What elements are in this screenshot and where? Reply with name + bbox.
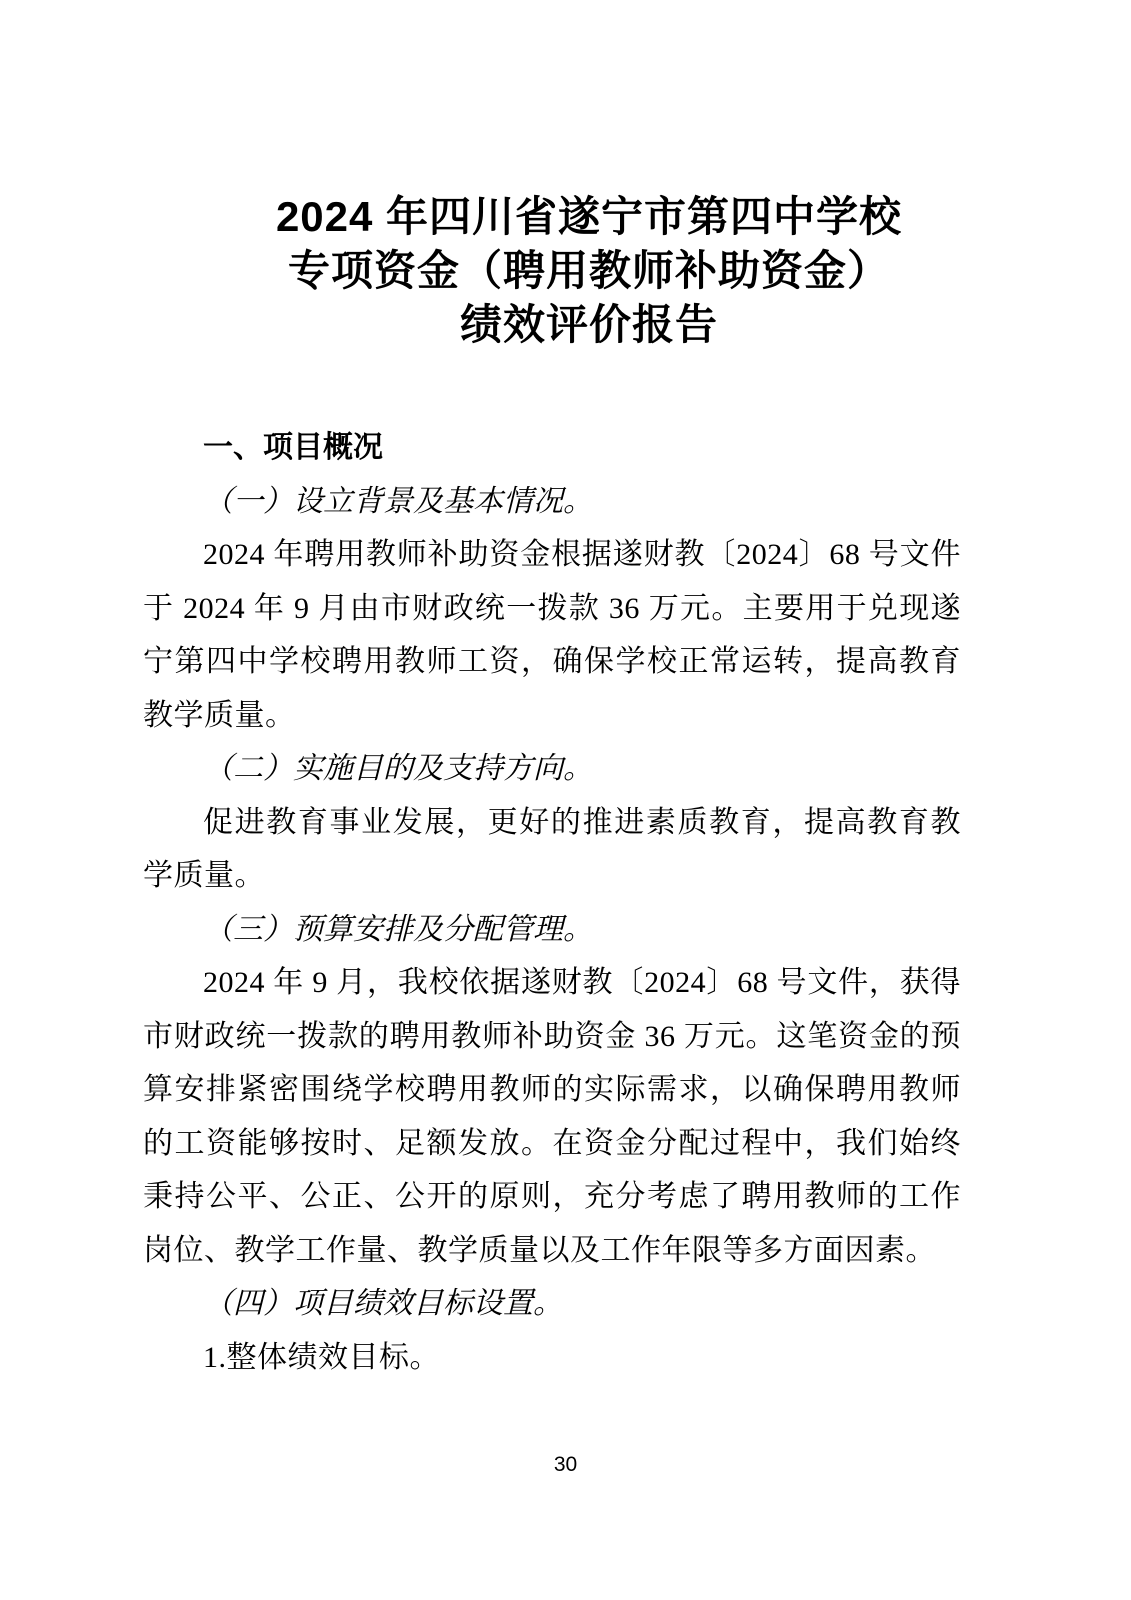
title-line-3: 绩效评价报告 — [459, 301, 718, 348]
paragraph-budget: 2024 年 9 月，我校依据遂财教〔2024〕68 号文件，获得市财政统一拨款的聘用教师补助资金 36 万元。这笔资金的预算安排紧密围绕学校聘用教师的实际需求，以确保聘用教师的工资能够按时、足额发放。在资金分配过程中，我们始终秉持公平、公正、公开的原则，充分考虑了聘用教师的工作岗位、教学工作量、教学质量以及工作年限等多方面因素。 — [143, 966, 961, 1267]
section-heading-project-overview: 一、项目概况 — [203, 431, 383, 464]
subsection-heading-4: （四）项目绩效目标设置。 — [203, 1287, 563, 1320]
paragraph-overall-goal: 1.整体绩效目标。 — [203, 1340, 440, 1374]
paragraph-background: 2024 年聘用教师补助资金根据遂财教〔2024〕68 号文件于 2024 年 9 月由市财政统一拨款 36 万元。主要用于兑现遂宁第四中学校聘用教师工资，确保学校正常运转，提高教育教学质量。 — [143, 538, 961, 732]
title-line-1: 2024 年四川省遂宁市第四中学校 — [275, 193, 903, 240]
subsection-heading-3: （三）预算安排及分配管理。 — [203, 912, 593, 946]
document-body — [143, 421, 961, 1384]
document-title — [180, 190, 998, 352]
subsection-heading-2: （二）实施目的及支持方向。 — [203, 752, 593, 785]
title-line-2: 专项资金（聘用教师补助资金） — [287, 247, 890, 294]
paragraph-purpose: 促进教育事业发展，更好的推进素质教育，提高教育教学质量。 — [143, 805, 961, 892]
page-number: 30 — [553, 1453, 578, 1476]
subsection-heading-1: （一）设立背景及基本情况。 — [203, 484, 593, 518]
